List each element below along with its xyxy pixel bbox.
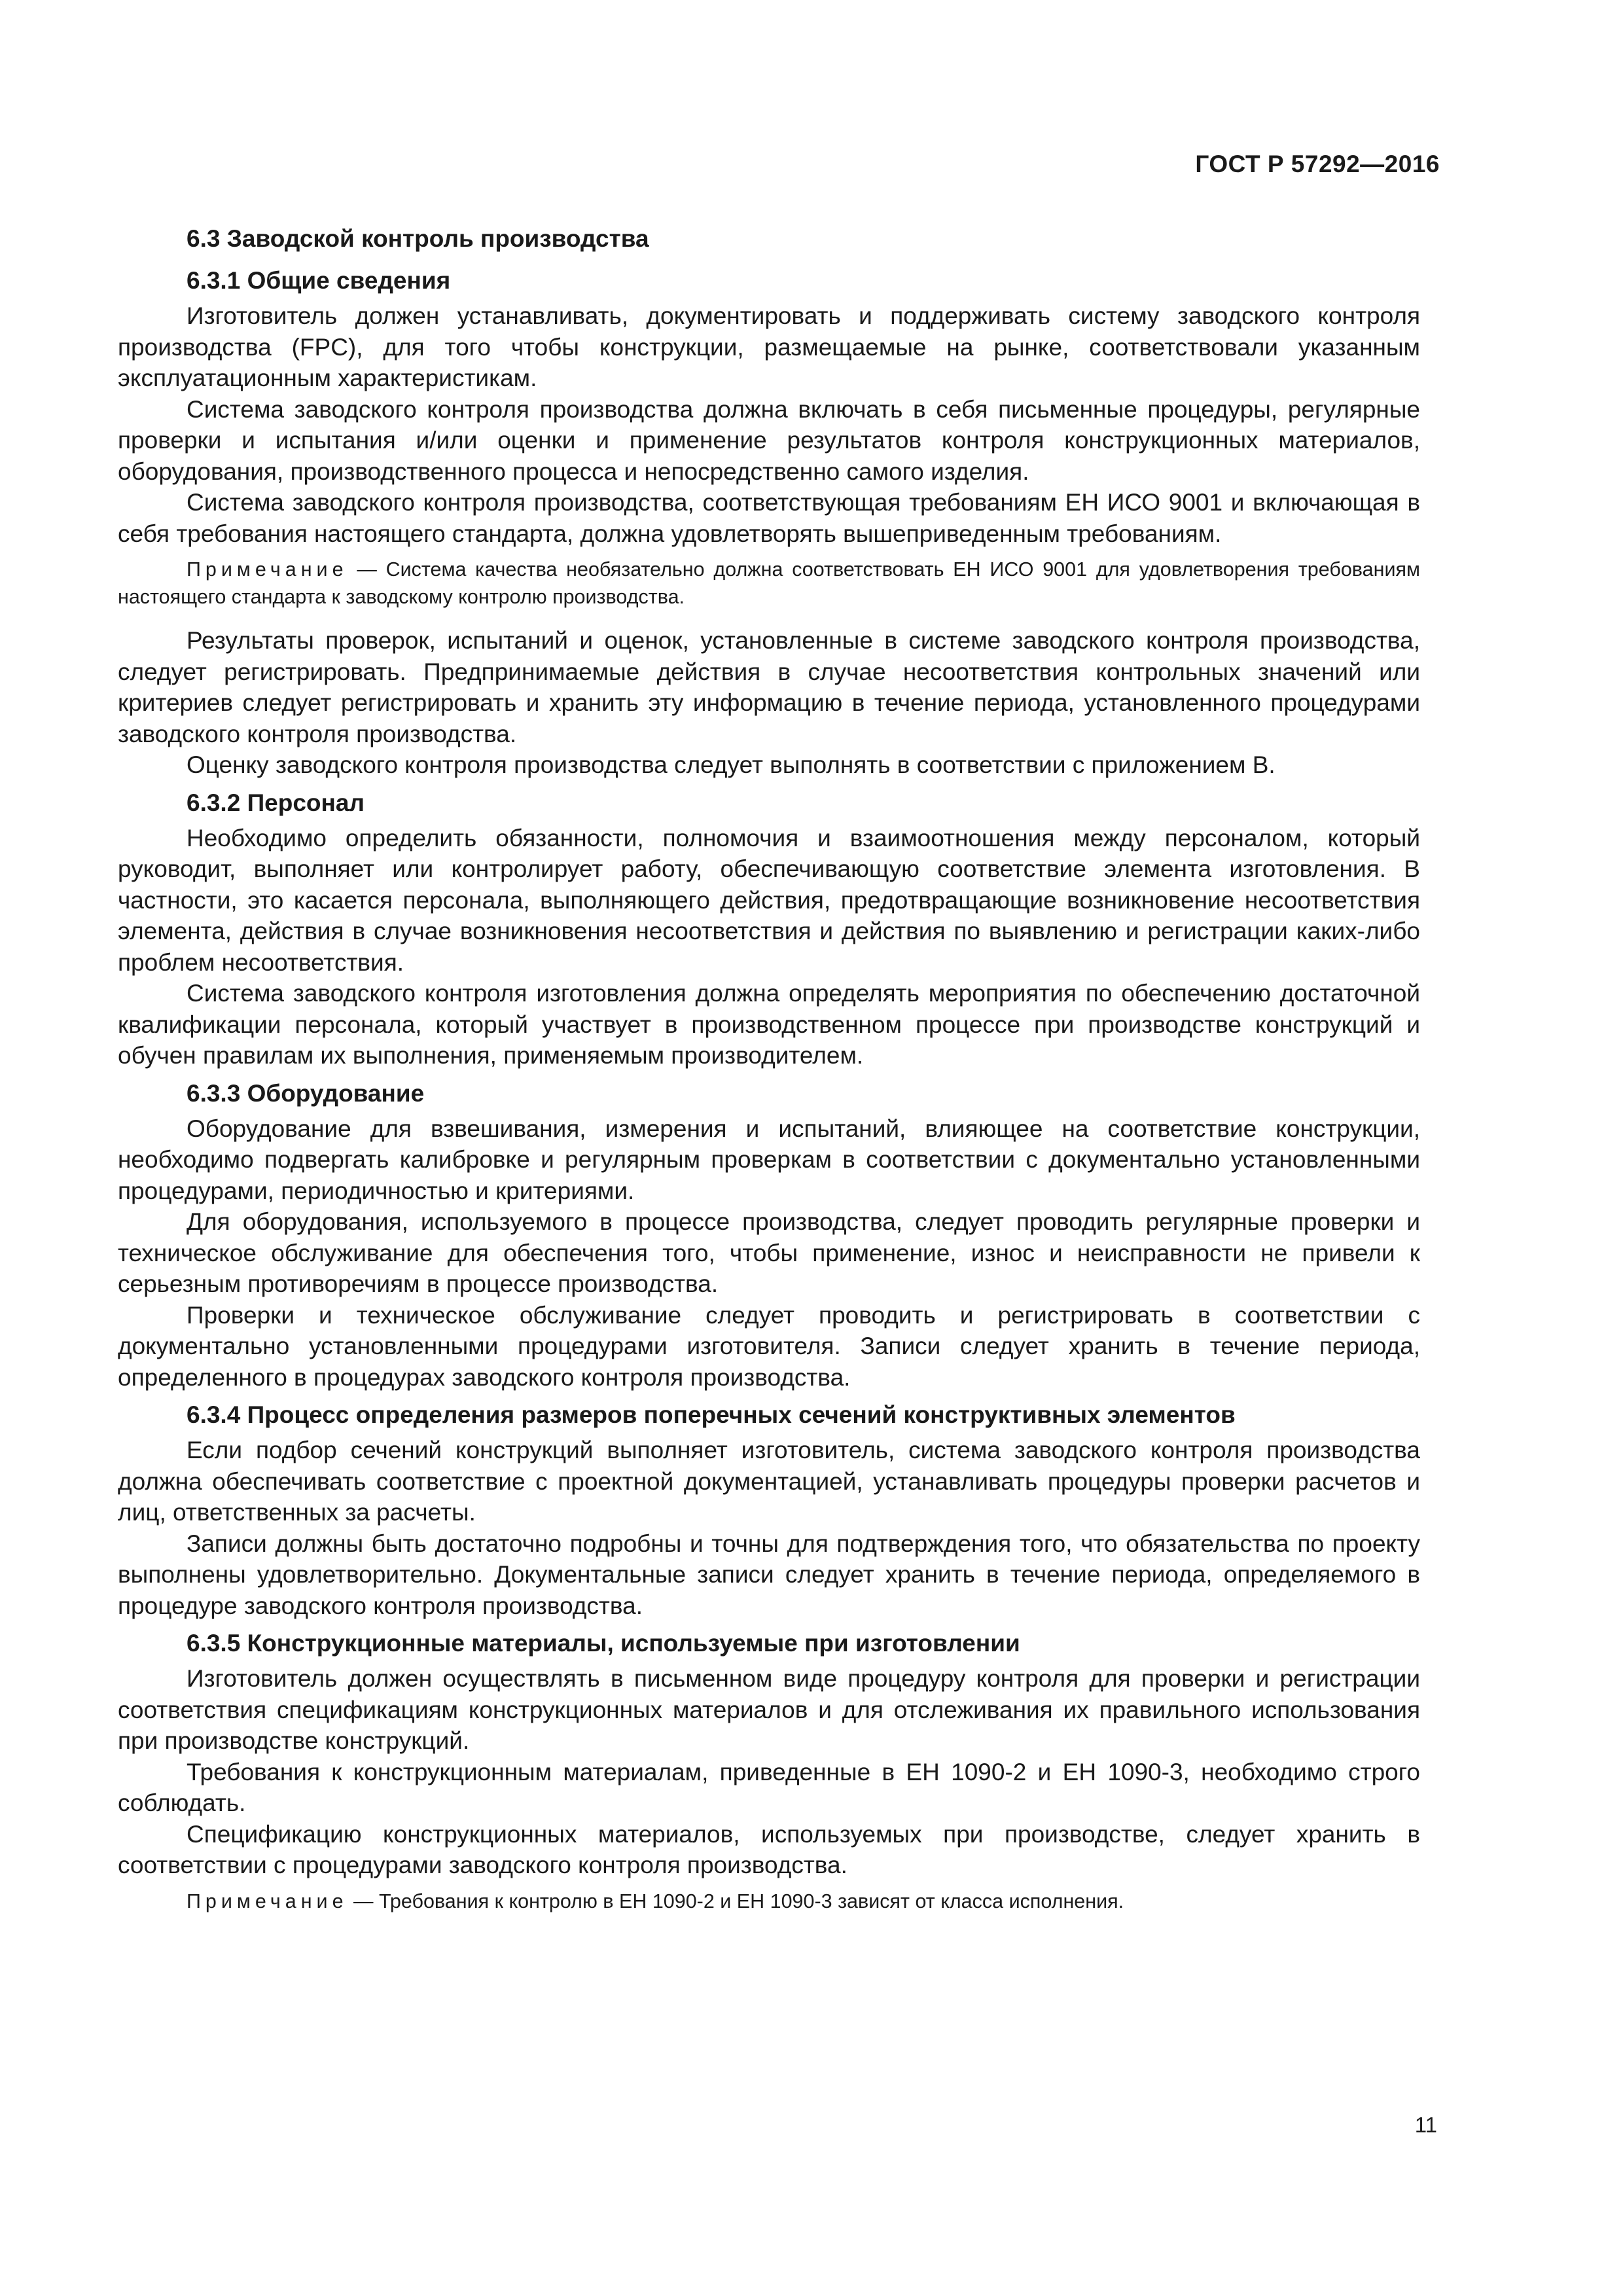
document-body <box>118 219 1420 1929</box>
paragraph: Оценку заводского контроля производства следует выполнять в соответствии с приложением В. <box>187 751 1275 778</box>
note <box>118 556 1420 611</box>
paragraph: Система заводского контроля производства, соответствующая требованиям ЕН ИСО 9001 и включающая в себя требования настоящего стандарта, должна удовлетворять вышеприведенным требованиям. <box>118 489 1420 547</box>
paragraph: Записи должны быть достаточно подробны и точны для подтверждения того, что обязательства по проекту выполнены удовлетворительно. Документальные записи следует хранить в течение периода, определяемого в процедуре заводского контроля производства. <box>118 1530 1420 1619</box>
paragraph: Оборудование для взвешивания, измерения и испытаний, влияющее на соответствие конструкции, необходимо подвергать калибровке и регулярным проверкам в соответствии с документально установленными процедурами, периодичностью и критериями. <box>118 1115 1420 1204</box>
section-6-3-title: 6.3 Заводской контроль производства <box>187 225 649 252</box>
paragraph: Требования к конструкционным материалам, приведенные в ЕН 1090-2 и ЕН 1090-3, необходимо строго соблюдать. <box>118 1758 1420 1816</box>
paragraph: Результаты проверок, испытаний и оценок, установленные в системе заводского контроля производства, следует регистрировать. Предпринимаемые действия в случае несоответствия контрольных значений или критериев следует регистрировать и хранить эту информацию в течение периода, установленного процедурами заводского контроля производства. <box>118 627 1420 747</box>
section-6-3-3-title: 6.3.3 Оборудование <box>187 1079 425 1107</box>
paragraph: Необходимо определить обязанности, полномочия и взаимоотношения между персоналом, который руководит, выполняет или контролирует работу, обеспечивающую соответствие элемента изготовления. В частности, это касается персонала, выполняющего действия, предотвращающие возникновение несоответствия элемента, действия в случае возникновения несоответствия и действия по выявлению и регистрации каких-либо проблем несоответствия. <box>118 824 1420 976</box>
paragraph: Система заводского контроля производства должна включать в себя письменные процедуры, регулярные проверки и испытания и/или оценки и применение результатов контроля конструкционных материалов, оборудования, производственного процесса и непосредственно самого изделия. <box>118 395 1420 485</box>
standard-designation: ГОСТ Р 57292—2016 <box>1195 151 1440 177</box>
paragraph: Если подбор сечений конструкций выполняет изготовитель, система заводского контроля производства должна обеспечивать соответствие с проектной документацией, устанавливать процедуры проверки расчетов и лиц, ответственных за расчеты. <box>118 1437 1420 1526</box>
paragraph: Для оборудования, используемого в процессе производства, следует проводить регулярные проверки и техническое обслуживание для обеспечения того, чтобы применение, износ и неисправности не привели к серьезным противоречиям в процессе производства. <box>118 1208 1420 1297</box>
section-6-3-4-title: 6.3.4 Процесс определения размеров поперечных сечений конструктивных элементов <box>187 1401 1236 1428</box>
paragraph: Изготовитель должен устанавливать, документировать и поддерживать систему заводского контроля производства (FPC), для того чтобы конструкции, размещаемые на рынке, соответствовали указанным эксплуатационным характеристикам. <box>118 302 1420 391</box>
paragraph: Система заводского контроля изготовления должна определять мероприятия по обеспечению достаточной квалификации персонала, который участвует в производственном процессе при производстве конструкций и обучен правилам их выполнения, применяемым производителем. <box>118 980 1420 1069</box>
note <box>118 1888 1420 1915</box>
note-label: Примечание <box>187 1890 348 1912</box>
paragraph: Изготовитель должен осуществлять в письменном виде процедуру контроля для проверки и регистрации соответствия спецификациям конструкционных материалов и для отслеживания их правильного использования при производстве конструкций. <box>118 1665 1420 1754</box>
section-6-3-5-title: 6.3.5 Конструкционные материалы, используемые при изготовлении <box>187 1630 1020 1657</box>
page-number: 11 <box>1414 2113 1437 2137</box>
section-6-3-2-title: 6.3.2 Персонал <box>187 789 365 816</box>
section-6-3-1-title: 6.3.1 Общие сведения <box>187 267 451 294</box>
note-label: Примечание <box>187 558 348 581</box>
paragraph: Проверки и техническое обслуживание следует проводить и регистрировать в соответствии с документально установленными процедурами изготовителя. Записи следует хранить в течение периода, определенного в процедурах заводского контроля производства. <box>118 1301 1420 1391</box>
note-text: — Система качества необязательно должна соответствовать ЕН ИСО 9001 для удовлетворения требованиям настоящего стандарта к заводскому контролю производства. <box>118 558 1420 608</box>
note-text: — Требования к контролю в ЕН 1090-2 и ЕН 1090-3 зависят от класса исполнения. <box>348 1890 1124 1912</box>
paragraph: Спецификацию конструкционных материалов, используемых при производстве, следует хранить в соответствии с процедурами заводского контроля производства. <box>118 1820 1420 1878</box>
